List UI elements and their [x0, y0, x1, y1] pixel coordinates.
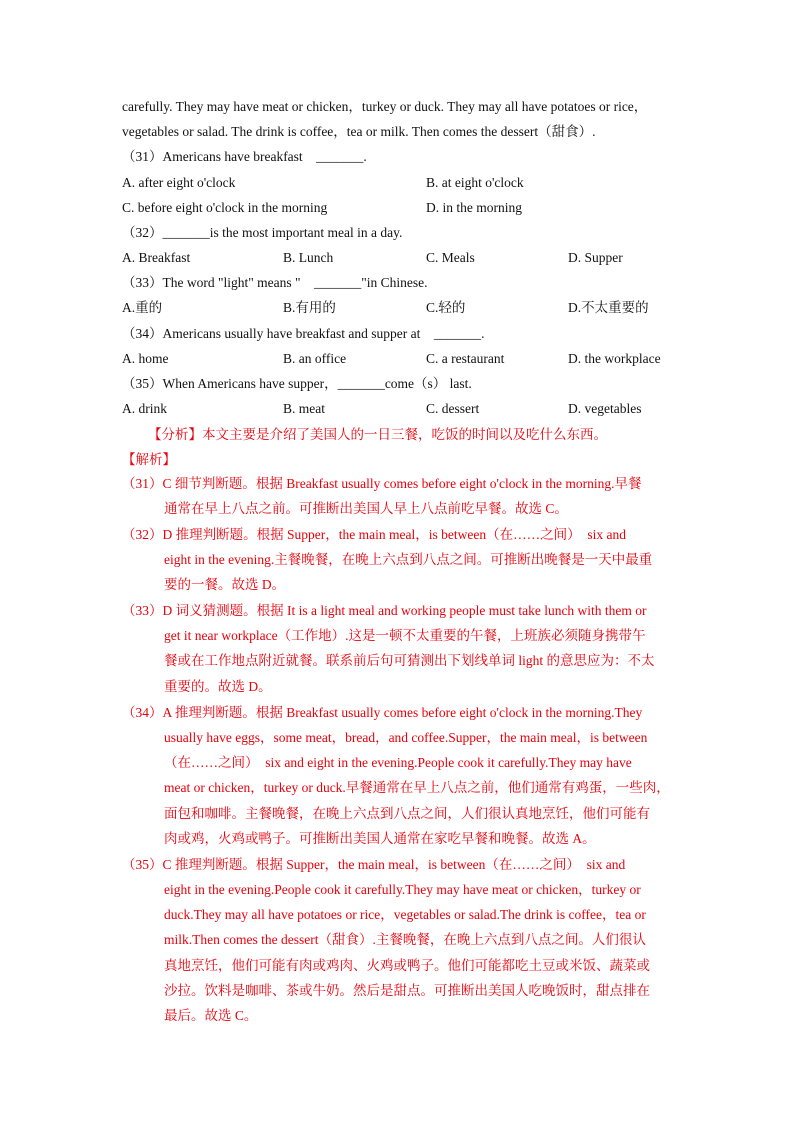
option-a: A. home [122, 351, 169, 366]
option-a: A.重的 [122, 300, 163, 315]
explanation-line: （35）C 推理判断题。根据 Supper，the main meal，is between（在……之间） six and [122, 857, 626, 872]
explanation-line: milk.Then comes the dessert（甜食）.主餐晚餐，在晚上六点到八点之间。人们很认 [164, 932, 646, 947]
explanation-line: 餐或在工作地点附近就餐。联系前后句可猜测出下划线单词 light 的意思应为：不太 [164, 653, 655, 668]
question-stem: （33）The word "light" means " _______"in Chinese. [122, 275, 428, 290]
explanation-line: （32）D 推理判断题。根据 Supper，the main meal，is between（在……之间） six and [122, 527, 626, 542]
explanation-line: 肉或鸡，火鸡或鸭子。可推断出美国人通常在家吃早餐和晚餐。故选 A。 [164, 831, 596, 846]
explanation-line: 真地烹饪，他们可能有肉或鸡肉、火鸡或鸭子。他们可能都吃土豆或米饭、蔬菜或 [164, 958, 650, 973]
explanation-line: meat or chicken，turkey or duck.早餐通常在早上八点之前，他们通常有鸡蛋，一些肉， [164, 780, 670, 795]
option-a: A. after eight o'clock [122, 175, 236, 190]
explanation-line: 通常在早上八点之前。可推断出美国人早上八点前吃早餐。故选 C。 [164, 501, 568, 516]
explanation-line: 重要的。故选 D。 [164, 679, 272, 694]
option-d: D. Supper [568, 250, 623, 265]
option-d: D. in the morning [426, 200, 522, 215]
explanation-line: eight in the evening.People cook it carefully.They may have meat or chicken，turkey or [164, 882, 641, 897]
passage-line: vegetables or salad. The drink is coffee，tea or milk. Then comes the dessert（甜食）. [122, 124, 596, 139]
explanation-line: eight in the evening.主餐晚餐，在晚上六点到八点之间。可推断出晚餐是一天中最重 [164, 552, 653, 567]
explanation-line: （在……之间） six and eight in the evening.People cook it carefully.They may have [164, 755, 632, 770]
explanation-line: 面包和咖啡。主餐晚餐，在晚上六点到八点之间，人们很认真地烹饪，他们可能有 [164, 806, 650, 821]
explanation-line: 沙拉。饮料是咖啡、茶或牛奶。然后是甜点。可推断出美国人吃晚饭时，甜点排在 [164, 983, 650, 998]
option-c: C. a restaurant [426, 351, 505, 366]
question-stem: （34）Americans usually have breakfast and supper at _______. [122, 326, 485, 341]
explanation-line: 最后。故选 C。 [164, 1008, 258, 1023]
explanation-line: （33）D 词义猜测题。根据 It is a light meal and working people must take lunch with them or [122, 603, 647, 618]
option-b: B. an office [283, 351, 347, 366]
option-b: B. meat [283, 401, 325, 416]
explanation-line: 要的一餐。故选 D。 [164, 577, 286, 592]
option-d: D. the workplace [568, 351, 661, 366]
analysis-summary: 【分析】本文主要是介绍了美国人的一日三餐，吃饭的时间以及吃什么东西。 [148, 427, 607, 442]
option-c: C. Meals [426, 250, 475, 265]
question-stem: （35）When Americans have supper，_______come（s） last. [122, 376, 472, 391]
option-c: C.轻的 [426, 300, 466, 315]
option-b: B. Lunch [283, 250, 334, 265]
option-d: D. vegetables [568, 401, 642, 416]
option-a: A. drink [122, 401, 167, 416]
option-b: B. at eight o'clock [426, 175, 524, 190]
explanation-heading: 【解析】 [122, 452, 176, 467]
option-d: D.不太重要的 [568, 300, 649, 315]
explanation-line: （31）C 细节判断题。根据 Breakfast usually comes before eight o'clock in the morning.早餐 [122, 476, 642, 491]
explanation-line: get it near workplace（工作地）.这是一顿不太重要的午餐，上班族必须随身携带午 [164, 628, 646, 643]
option-a: A. Breakfast [122, 250, 191, 265]
option-b: B.有用的 [283, 300, 336, 315]
question-stem: （32）_______is the most important meal in a day. [122, 225, 403, 240]
explanation-line: duck.They may all have potatoes or rice，vegetables or salad.The drink is coffee，tea or [164, 907, 646, 922]
explanation-line: usually have eggs，some meat，bread，and coffee.Supper，the main meal，is between [164, 730, 648, 745]
option-c: C. before eight o'clock in the morning [122, 200, 328, 215]
question-stem: （31）Americans have breakfast _______. [122, 149, 367, 164]
option-c: C. dessert [426, 401, 480, 416]
passage-line: carefully. They may have meat or chicken，turkey or duck. They may all have potatoes or rice， [122, 99, 648, 114]
explanation-line: （34）A 推理判断题。根据 Breakfast usually comes before eight o'clock in the morning.They [122, 705, 643, 720]
